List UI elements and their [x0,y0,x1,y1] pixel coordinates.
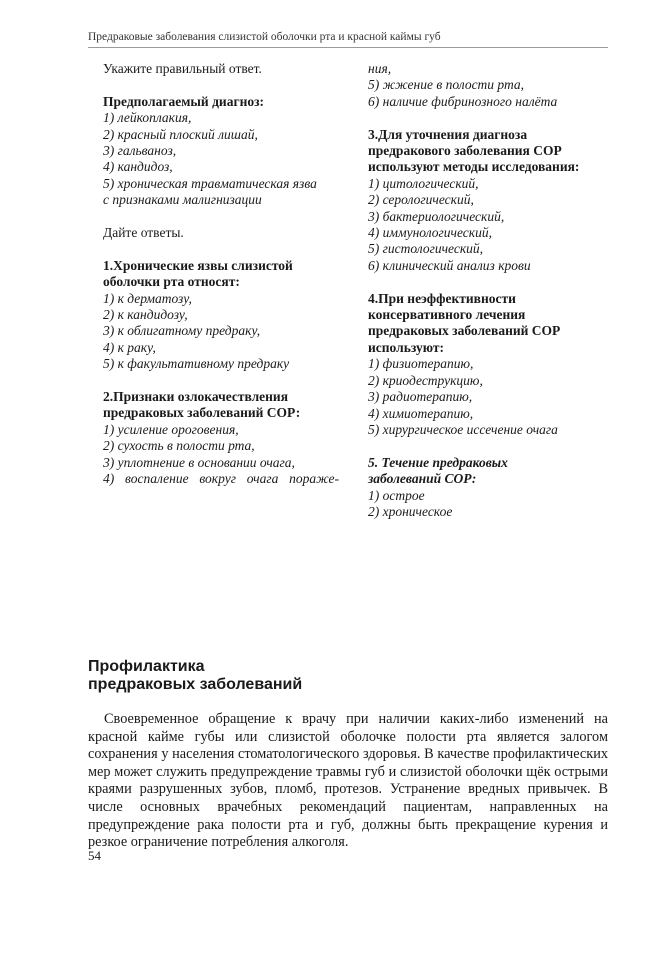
question-3-option: 2) серологический, [368,192,474,208]
question-4-title: 4.При неэффективности [368,290,516,306]
question-1-option: 3) к облигатному предраку, [103,323,261,339]
question-2-option: 3) уплотнение в основании очага, [103,454,295,470]
question-2-option: 5) жжение в полости рта, [368,77,525,93]
question-2-option-continued: ния, [368,61,392,76]
diagnosis-option: 3) гальваноз, [103,143,177,159]
page-number: 54 [88,848,101,863]
diagnosis-option: 5) хроническая травматическая язва [103,175,317,191]
question-5-option: 2) хроническое [368,503,453,519]
question-5-option: 1) острое [368,487,425,503]
question-3-option: 6) клинический анализ крови [368,257,531,273]
question-4-option: 1) физиотерапию, [368,356,474,372]
question-4-option: 5) хирургическое иссечение очага [368,421,558,437]
diagnosis-title: Предполагаемый диагноз: [103,93,265,109]
question-3-option: 5) гистологический, [368,241,484,257]
diagnosis-option: с признаками малигнизации [103,192,262,208]
question-3-option: 4) иммунологический, [368,225,492,241]
question-4-option: 2) криодеструкцию, [368,372,483,388]
question-4-option: 3) радиотерапию, [368,389,473,405]
question-3-option: 1) цитологический, [368,175,479,191]
question-1-title: 1.Хронические язвы слизистой [103,257,293,273]
section-title [88,658,302,694]
question-2-option: 6) наличие фибринозного налёта [368,93,558,109]
question-4-title: консервативного лечения [368,307,526,323]
question-3-title: используют методы исследования: [368,159,580,175]
right-column [368,61,606,520]
diagnosis-option: 4) кандидоз, [103,159,173,175]
left-column [103,61,339,488]
question-5-title: 5. Течение предраковых [368,454,508,470]
question-2-option: 2) сухость в полости рта, [103,438,255,454]
question-1-option: 2) к кандидозу, [103,307,188,323]
question-1-option: 5) к факультативному предраку [103,356,290,372]
instruction-choose: Укажите правильный ответ. [103,61,262,76]
question-3-option: 3) бактериологический, [368,208,505,224]
question-1-option: 4) к раку, [103,339,156,355]
question-2-title: 2.Признаки озлокачествления [103,389,289,405]
instruction-answer: Дайте ответы. [103,225,184,241]
running-header: Предраковые заболевания слизистой оболочки рта и красной каймы губ [88,31,608,48]
question-2-option: 1) усиление ороговения, [103,421,239,437]
question-3-title: 3.Для уточнения диагноза [368,126,528,142]
question-4-option: 4) химиотерапию, [368,405,474,421]
question-4-title: используют: [368,339,444,355]
section-title-line: Профилактика [88,658,205,675]
question-2-title: предраковых заболеваний СОР: [103,405,301,421]
question-1-title: оболочки рта относят: [103,274,240,290]
question-1-option: 1) к дерматозу, [103,290,192,306]
question-5-title: заболеваний СОР: [368,471,477,487]
question-4-title: предраковых заболеваний СОР [368,323,561,339]
section-title-line: предраковых заболеваний [88,676,303,693]
question-3-title: предракового заболевания СОР [368,143,562,159]
prevention-paragraph: Своевременное обращение к врачу при наличии каких-либо изменений на красной кайме губы или слизистой оболочке полости рта является залогом сохранения у населения стоматологического здоровья. В качестве профилактических мер может служить предупреждение травмы губ и слизистой оболочки щёк острыми краями разрушенных зубов, пломб, протезов. Устранение вредных привычек. В числе основных врачебных рекомендаций пациентам, направленных на предупреждение рака полости рта и губ, должны быть прекращение курения и резкое ограничение потребления алкоголя. [88,711,608,851]
question-2-option: 4) воспаление вокруг очага пораже- [103,471,339,487]
diagnosis-option: 1) лейкоплакия, [103,110,192,126]
diagnosis-option: 2) красный плоский лишай, [103,126,258,142]
